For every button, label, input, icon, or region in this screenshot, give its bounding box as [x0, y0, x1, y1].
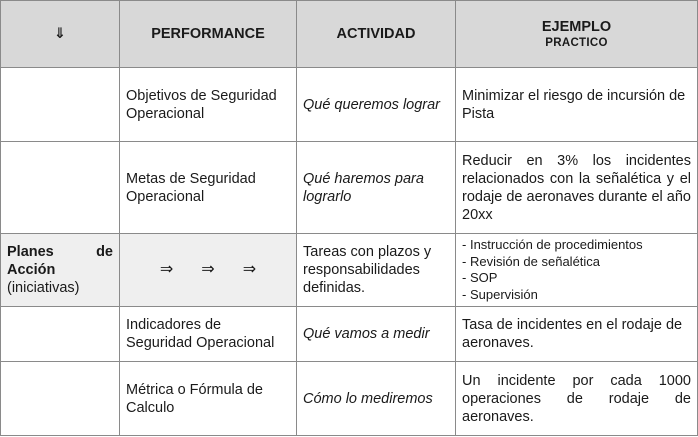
row-label-cell	[1, 307, 120, 362]
header-performance: PERFORMANCE	[120, 1, 297, 68]
header-ejemplo-sub: PRACTICO	[545, 36, 608, 49]
action-plans-title: Planes de Acción	[7, 244, 113, 278]
header-actividad: ACTIVIDAD	[297, 1, 456, 68]
right-arrow-icon: ⇒	[201, 261, 215, 278]
table-row-action-plans	[1, 234, 698, 307]
header-down-arrow	[1, 1, 120, 68]
table-row	[1, 307, 698, 362]
actividad-cell: Qué queremos lograr	[297, 68, 456, 142]
right-arrow-icon: ⇒	[159, 261, 174, 278]
performance-cell: Metas de Seguridad Operacional	[120, 142, 297, 234]
performance-cell: Indicadores de Seguridad Operacional	[120, 307, 297, 362]
table-row	[1, 362, 698, 436]
ejemplo-cell: Tasa de incidentes en el rodaje de aeronaves.	[456, 307, 698, 362]
right-arrow-icon: ⇒	[242, 261, 257, 278]
action-plans-subtitle: (iniciativas)	[7, 280, 80, 296]
ejemplo-cell: Minimizar el riesgo de incursión de Pista	[456, 68, 698, 142]
arrows-cell	[120, 234, 297, 307]
row-label-cell	[1, 142, 120, 234]
ejemplo-cell: Reducir en 3% los incidentes relacionados con la señalética y el rodaje de aeronaves durante el año 20xx	[456, 142, 698, 234]
header-ejemplo-main: EJEMPLO	[541, 18, 612, 35]
list-item: - SOP	[462, 270, 691, 287]
list-item: - Instrucción de procedimientos	[462, 237, 691, 254]
actividad-cell: Qué vamos a medir	[297, 307, 456, 362]
performance-cell: Métrica o Fórmula de Calculo	[120, 362, 297, 436]
row-label-cell	[1, 68, 120, 142]
row-label-cell	[1, 362, 120, 436]
table-row	[1, 142, 698, 234]
table-row	[1, 68, 698, 142]
ejemplo-cell: Un incidente por cada 1000 operaciones de rodaje de aeronaves.	[456, 362, 698, 436]
ejemplo-list-cell	[456, 234, 698, 307]
table-header-row	[1, 1, 698, 68]
down-arrow-icon: ⇓	[53, 26, 67, 42]
action-plans-label-cell	[1, 234, 120, 307]
list-item: - Supervisión	[462, 287, 691, 304]
list-item: - Revisión de señalética	[462, 254, 691, 271]
ejemplo-list	[462, 237, 691, 303]
actividad-cell: Tareas con plazos y responsabilidades definidas.	[297, 234, 456, 307]
actividad-cell: Cómo lo mediremos	[297, 362, 456, 436]
actividad-cell: Qué haremos para lograrlo	[297, 142, 456, 234]
header-ejemplo	[456, 1, 698, 68]
performance-cell: Objetivos de Seguridad Operacional	[120, 68, 297, 142]
